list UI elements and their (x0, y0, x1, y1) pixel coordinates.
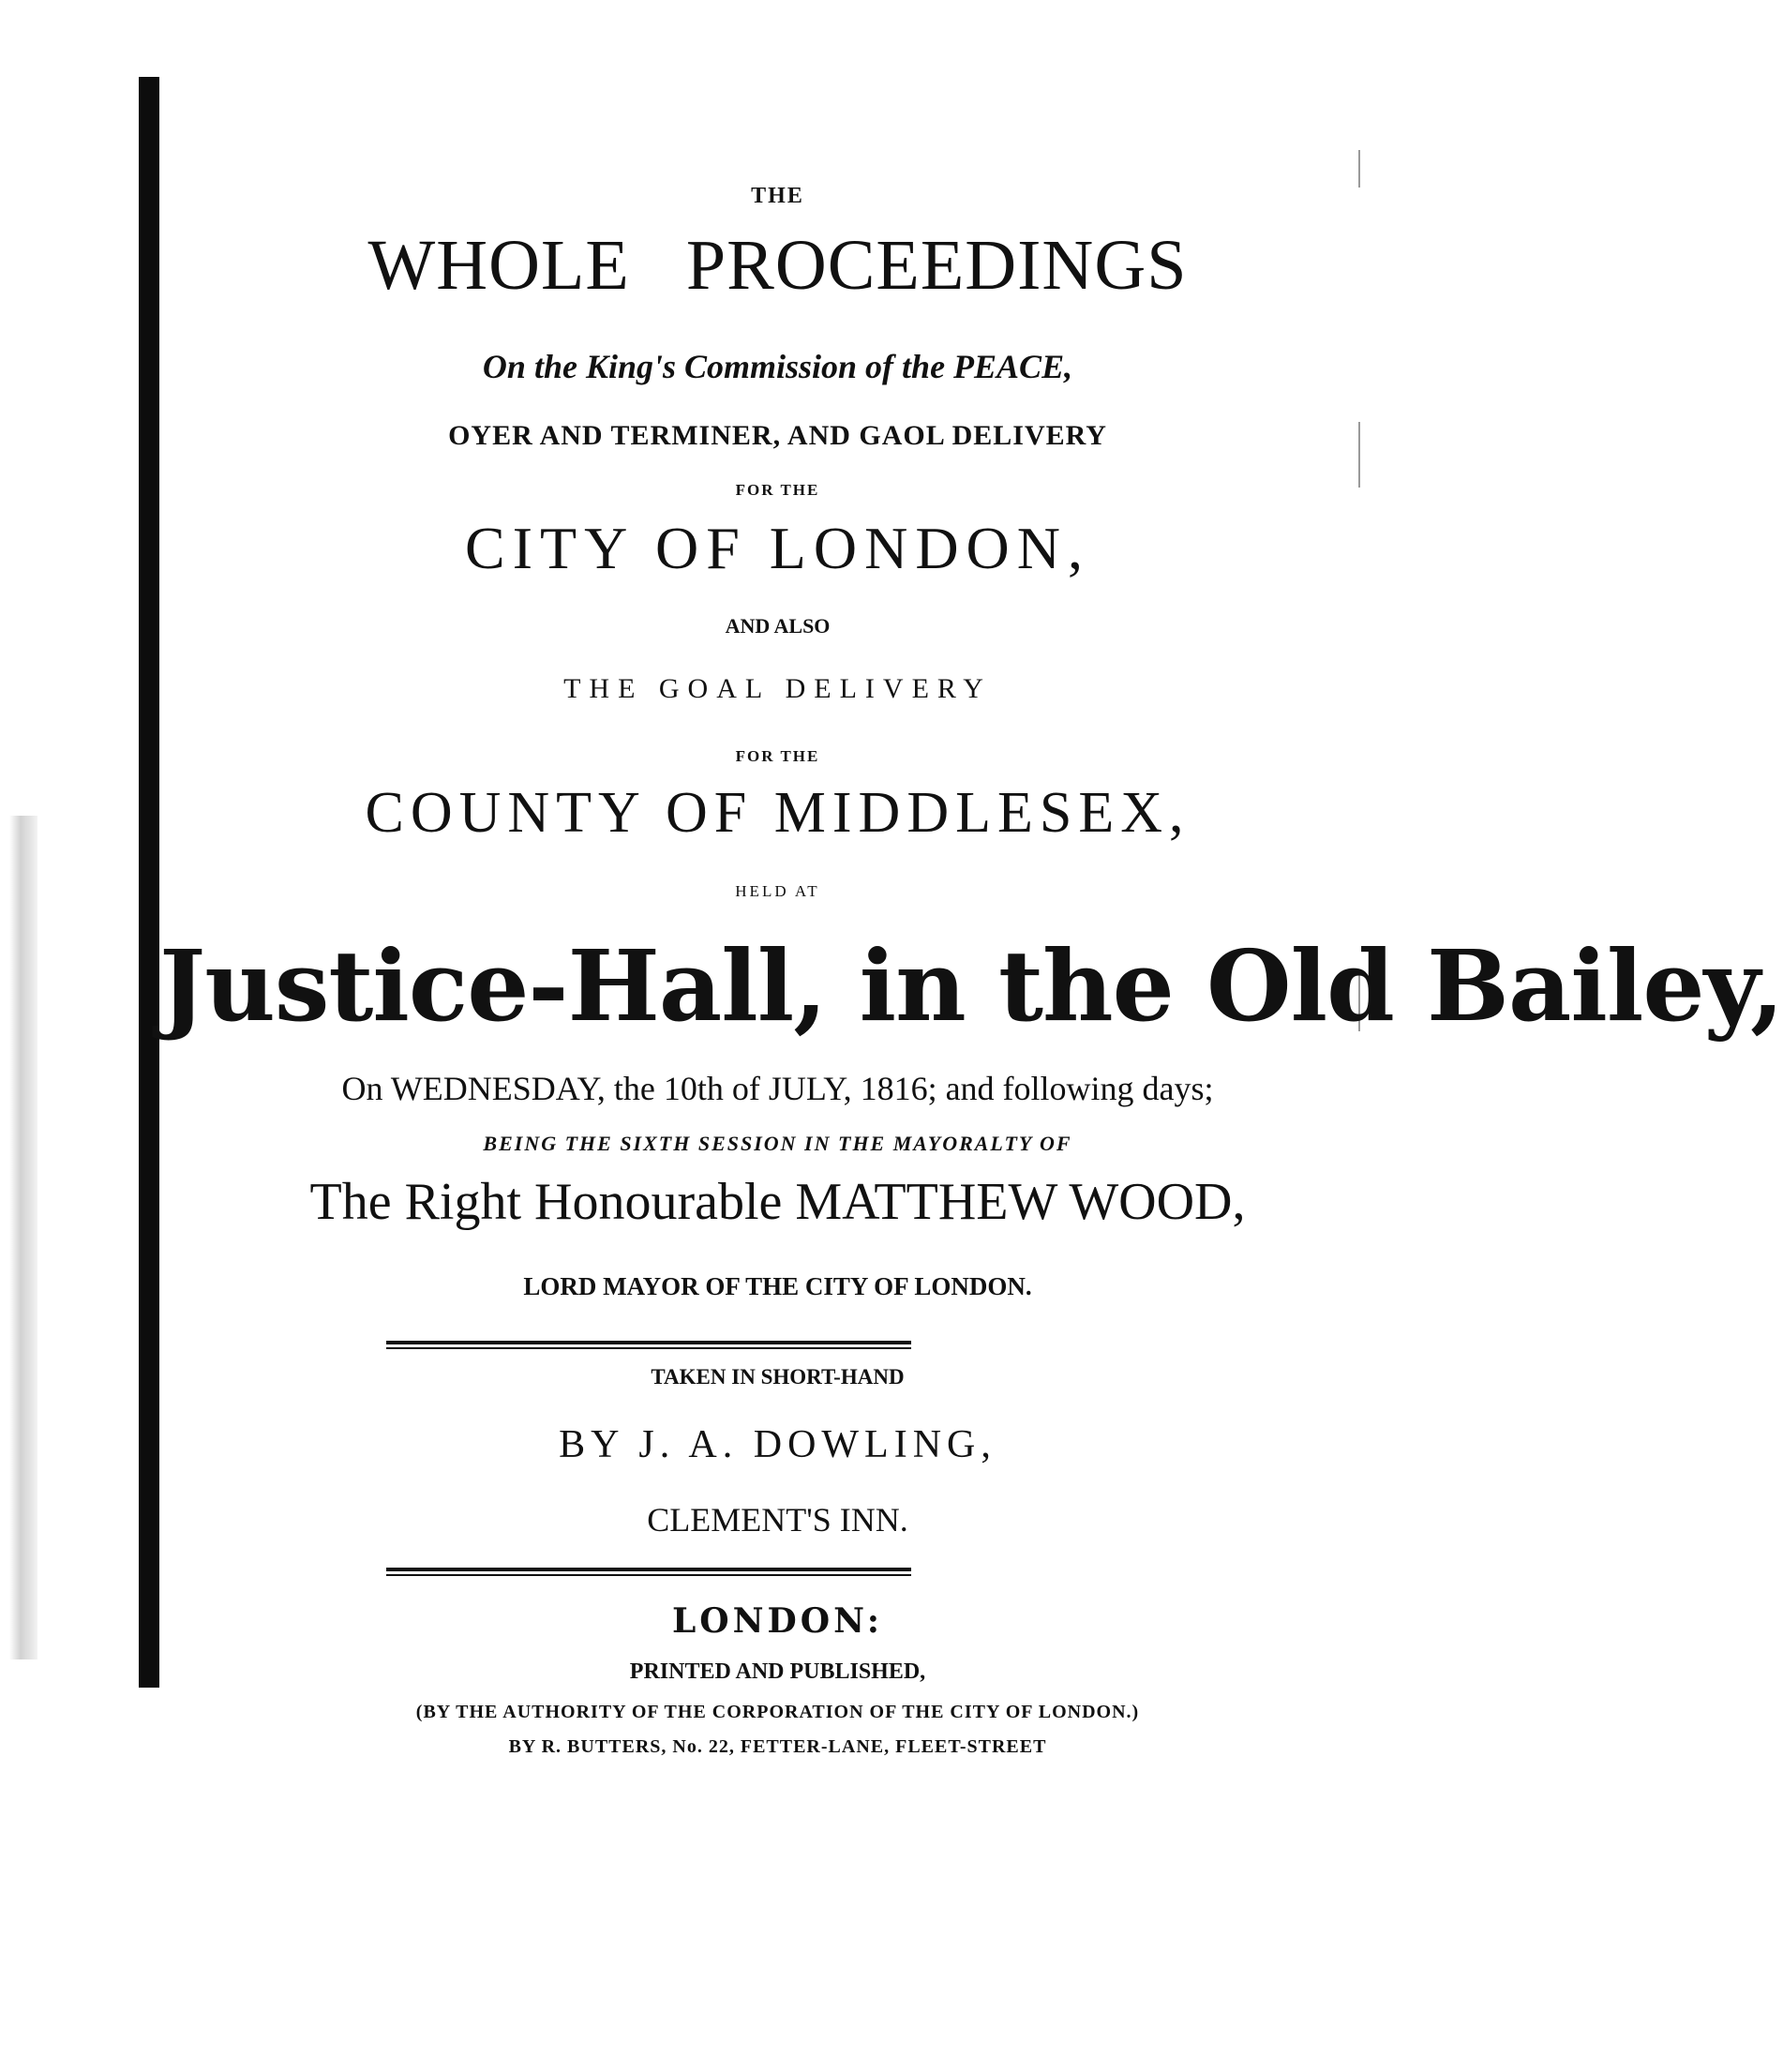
oyer-line: OYER AND TERMINER, AND GAOL DELIVERY (448, 420, 1107, 451)
binding-edge (139, 77, 159, 1688)
lord-mayor-name-line: The Right Honourable MATTHEW WOOD, (309, 1173, 1246, 1231)
main-title (159, 225, 1396, 307)
imprint-city: LONDON: (671, 1601, 884, 1641)
author-address-line: CLEMENT'S INN. (647, 1501, 908, 1539)
shorthand-line: TAKEN IN SHORT-HAND (651, 1365, 905, 1389)
and-also-line: AND ALSO (725, 614, 831, 638)
imprint-printed: PRINTED AND PUBLISHED, (629, 1659, 926, 1684)
city-of-london-line: CITY OF LONDON, (465, 515, 1090, 581)
heading-the: THE (751, 184, 804, 208)
binding-shadow (9, 816, 37, 1659)
justice-hall-line: Justice-Hall, in the Old Bailey, (159, 928, 1783, 1044)
page-edge-mark (1358, 150, 1360, 188)
main-title-whole: WHOLE (367, 226, 630, 305)
lord-mayor-title-line: LORD MAYOR OF THE CITY OF LONDON. (523, 1272, 1032, 1300)
author-line: BY J. A. DOWLING, (559, 1423, 996, 1466)
main-title-proceedings: PROCEEDINGS (685, 226, 1188, 305)
for-the-line: FOR THE (735, 481, 820, 499)
session-line: BEING THE SIXTH SESSION IN THE MAYORALTY OF (483, 1132, 1072, 1155)
county-line: COUNTY OF MIDDLESEX, (365, 781, 1191, 845)
commission-line: On the King's Commission of the PEACE, (482, 348, 1073, 385)
imprint-authority: (BY THE AUTHORITY OF THE CORPORATION OF THE CITY OF LONDON.) (415, 1702, 1140, 1722)
held-at-line: HELD AT (735, 882, 820, 900)
for-the-line-2: FOR THE (735, 747, 820, 765)
divider-rule-2 (386, 1568, 911, 1576)
date-line: On WEDNESDAY, the 10th of JULY, 1816; and following days; (341, 1070, 1214, 1107)
divider-rule (386, 1341, 911, 1349)
goal-delivery-line: THE GOAL DELIVERY (563, 673, 992, 704)
imprint-printer: BY R. BUTTERS, No. 22, FETTER-LANE, FLEET-STREET (508, 1736, 1047, 1757)
